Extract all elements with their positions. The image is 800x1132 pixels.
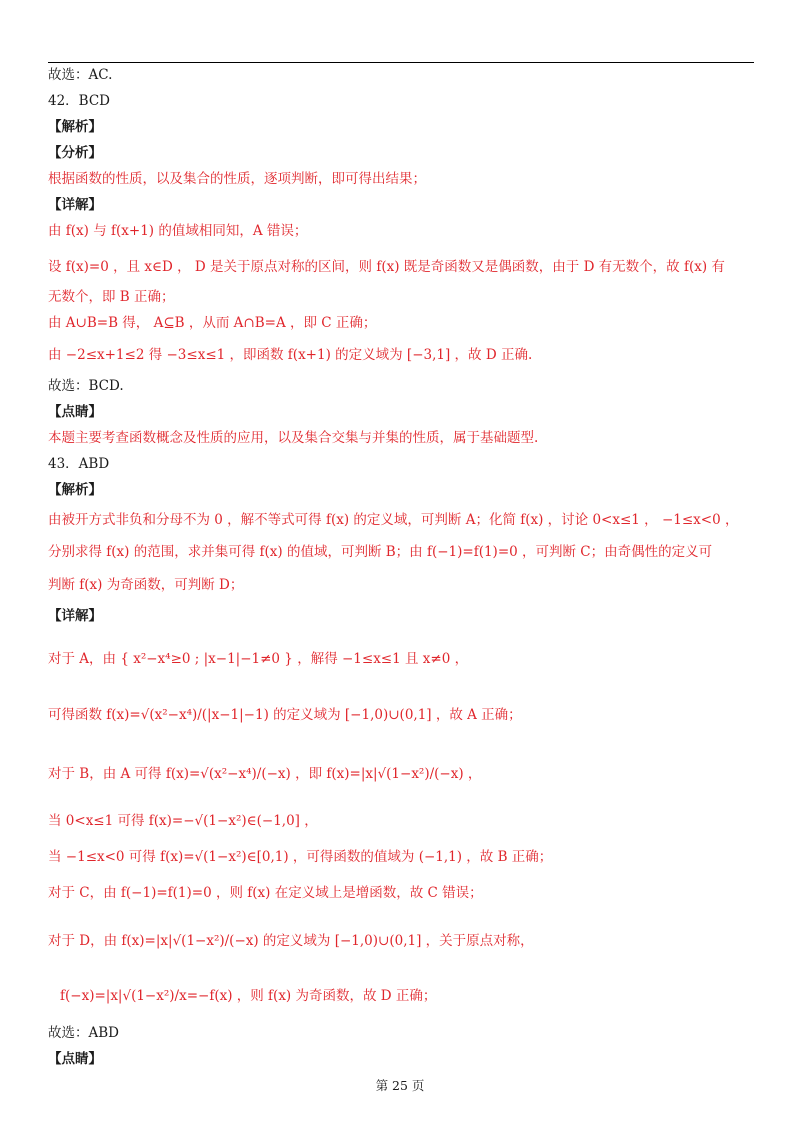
detail-43-b3: 当 −1≤x<0 可得 f(x)=√(1−x²)∈[0,1) ，可得函数的值域为 (−1,1) ，故 B 正确； bbox=[48, 849, 553, 865]
header-rule bbox=[48, 62, 754, 63]
section-comment-heading-43: 【点睛】 bbox=[48, 1051, 102, 1067]
analysis-line-2: 分别求得 f(x) 的范围，求并集可得 f(x) 的值域，可判断 B；由 f(−1)=f(1)=0 ，可判断 C；由奇偶性的定义可 bbox=[48, 544, 713, 560]
detail-line-b1: 设 f(x)=0 ，且 x∈D ， D 是关于原点对称的区间，则 f(x) 既是奇函数又是偶函数，由于 D 有无数个，故 f(x) 有 bbox=[48, 259, 725, 275]
detail-line-b2: 无数个，即 B 正确； bbox=[48, 289, 175, 305]
section-breakdown-heading: 【分析】 bbox=[48, 145, 102, 161]
question-43-header: 43．ABD bbox=[48, 456, 110, 472]
section-analysis-heading: 【解析】 bbox=[48, 119, 102, 135]
detail-43-d1: 对于 D，由 f(x)=|x|√(1−x²)/(−x) 的定义域为 [−1,0)∪(0,1] ，关于原点对称， bbox=[48, 933, 534, 949]
question-42-header: 42．BCD bbox=[48, 93, 111, 109]
section-detail-heading-43: 【详解】 bbox=[48, 608, 102, 624]
comment-text: 本题主要考查函数概念及性质的应用，以及集合交集与并集的性质，属于基础题型. bbox=[48, 430, 539, 446]
analysis-line-1: 由被开方式非负和分母不为 0 ，解不等式可得 f(x) 的定义域，可判断 A；化简 f(x) ，讨论 0<x≤1 ， −1≤x<0 ， bbox=[48, 512, 739, 528]
detail-43-a2: 可得函数 f(x)=√(x²−x⁴)/(|x−1|−1) 的定义域为 [−1,0)∪(0,1] ，故 A 正确； bbox=[48, 707, 522, 723]
detail-43-b1: 对于 B，由 A 可得 f(x)=√(x²−x⁴)/(−x) ，即 f(x)=|x|√(1−x²)/(−x) ， bbox=[48, 766, 482, 782]
section-detail-heading: 【详解】 bbox=[48, 197, 102, 213]
section-comment-heading: 【点睛】 bbox=[48, 404, 102, 420]
page-number: 第 25 页 bbox=[375, 1078, 425, 1093]
answer-line-41: 故选：AC. bbox=[48, 67, 113, 83]
detail-line-a: 由 f(x) 与 f(x+1) 的值域相同知，A 错误； bbox=[48, 223, 308, 239]
answer-line-43: 故选：ABD bbox=[48, 1025, 119, 1041]
analysis-line-3: 判断 f(x) 为奇函数，可判断 D； bbox=[48, 577, 244, 593]
section-analysis-heading-43: 【解析】 bbox=[48, 482, 102, 498]
breakdown-text: 根据函数的性质，以及集合的性质，逐项判断，即可得出结果； bbox=[48, 171, 426, 187]
detail-line-d: 由 −2≤x+1≤2 得 −3≤x≤1 ，即函数 f(x+1) 的定义域为 [−3,1] ，故 D 正确. bbox=[48, 347, 533, 363]
detail-43-a1: 对于 A，由 { x²−x⁴≥0 ; |x−1|−1≠0 } ，解得 −1≤x≤1 且 x≠0 ， bbox=[48, 651, 469, 667]
detail-43-d2: f(−x)=|x|√(1−x²)/x=−f(x) ，则 f(x) 为奇函数，故 D 正确； bbox=[60, 988, 437, 1004]
detail-43-c: 对于 C，由 f(−1)=f(1)=0 ，则 f(x) 在定义域上是增函数，故 C 错误； bbox=[48, 885, 483, 901]
detail-line-c: 由 A∪B=B 得， A⊆B ，从而 A∩B=A ，即 C 正确； bbox=[48, 315, 377, 331]
detail-43-b2: 当 0<x≤1 可得 f(x)=−√(1−x²)∈(−1,0] ， bbox=[48, 813, 318, 829]
answer-line-42: 故选：BCD. bbox=[48, 378, 124, 394]
